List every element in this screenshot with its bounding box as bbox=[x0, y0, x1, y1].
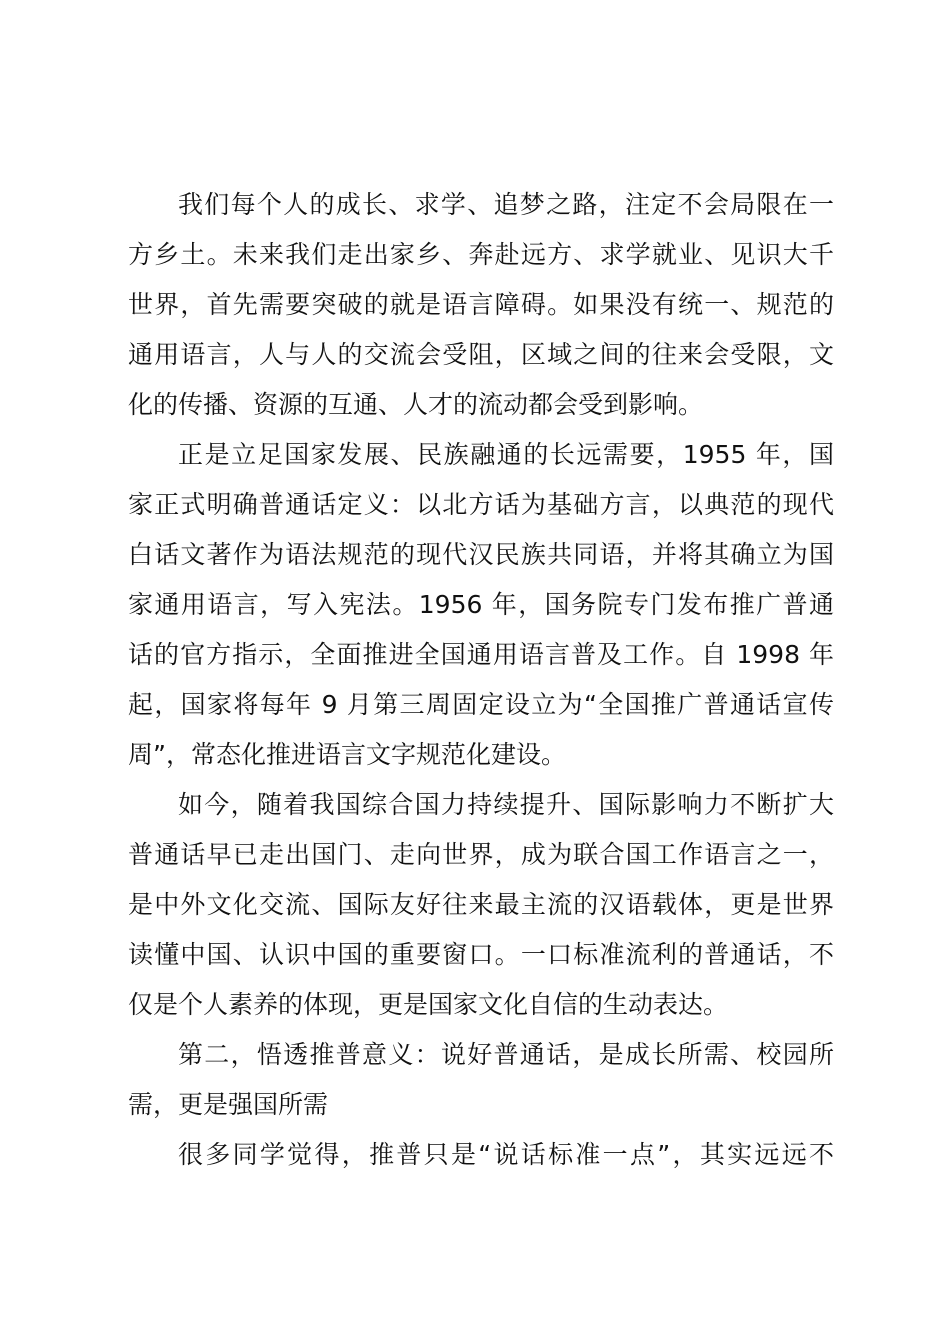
text-line: 如今，随着我国综合国力持续提升、国际影响力不断扩大 bbox=[178, 790, 834, 819]
text-line: 世界，首先需要突破的就是语言障碍。如果没有统一、规范的 bbox=[128, 290, 834, 319]
text-line: 白话文著作为语法规范的现代汉民族共同语，并将其确立为国 bbox=[128, 540, 834, 569]
paragraph bbox=[128, 780, 834, 1030]
text-line: 话的官方指示，全面推进全国通用语言普及工作。自 1998 年 bbox=[128, 640, 834, 669]
text-line: 很多同学觉得，推普只是“说话标准一点”，其实远远不 bbox=[178, 1140, 834, 1169]
text-line: 仅是个人素养的体现，更是国家文化自信的生动表达。 bbox=[128, 990, 729, 1019]
text-line: 普通话早已走出国门、走向世界，成为联合国工作语言之一， bbox=[128, 840, 834, 869]
text-line: 周”，常态化推进语言文字规范化建设。 bbox=[128, 740, 566, 769]
text-line: 需，更是强国所需 bbox=[128, 1090, 329, 1119]
text-line: 起，国家将每年 9 月第三周固定设立为“全国推广普通话宣传 bbox=[128, 690, 834, 719]
document-body bbox=[128, 180, 834, 1180]
paragraph bbox=[128, 180, 834, 430]
text-line: 化的传播、资源的互通、人才的流动都会受到影响。 bbox=[128, 390, 704, 419]
text-line: 方乡土。未来我们走出家乡、奔赴远方、求学就业、见识大千 bbox=[128, 240, 834, 269]
text-line: 家正式明确普通话定义：以北方话为基础方言，以典范的现代 bbox=[128, 490, 834, 519]
paragraph bbox=[128, 430, 834, 780]
text-line: 第二，悟透推普意义：说好普通话，是成长所需、校园所 bbox=[178, 1040, 834, 1069]
text-line: 是中外文化交流、国际友好往来最主流的汉语载体，更是世界 bbox=[128, 890, 834, 919]
text-line: 通用语言，人与人的交流会受阻，区域之间的往来会受限，文 bbox=[128, 340, 834, 369]
section-heading bbox=[128, 1030, 834, 1130]
text-line: 家通用语言，写入宪法。1956 年，国务院专门发布推广普通 bbox=[128, 590, 834, 619]
text-line: 读懂中国、认识中国的重要窗口。一口标准流利的普通话，不 bbox=[128, 940, 834, 969]
text-line: 正是立足国家发展、民族融通的长远需要，1955 年，国 bbox=[178, 440, 834, 469]
paragraph bbox=[128, 1130, 834, 1180]
text-line: 我们每个人的成长、求学、追梦之路，注定不会局限在一 bbox=[178, 190, 834, 219]
